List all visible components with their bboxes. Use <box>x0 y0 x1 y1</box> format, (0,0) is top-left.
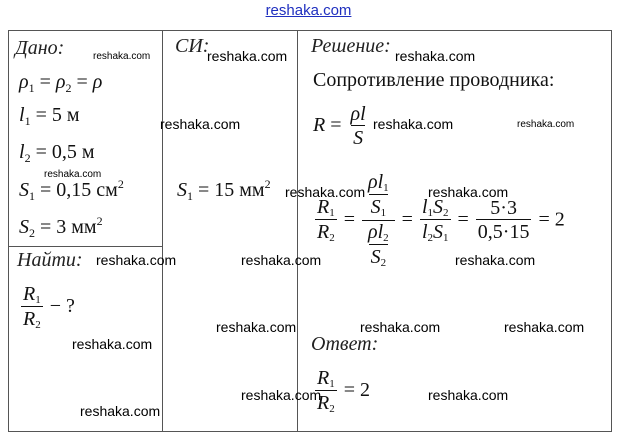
watermark: reshaka.com <box>373 116 454 132</box>
given-l1: $l_1 = 5$ м <box>19 104 80 128</box>
watermark: reshaka.com <box>455 252 536 268</box>
watermark: reshaka.com <box>207 48 288 64</box>
watermark: reshaka.com <box>241 252 322 268</box>
given-l2: $l_2 = 0,5$ м <box>19 141 95 165</box>
given-s2: $S_2 = 3$ $мм^2$ <box>19 214 103 240</box>
watermark: reshaka.com <box>96 252 177 268</box>
watermark: reshaka.com <box>517 119 575 130</box>
given-rho: $\rho_1 = \rho_2 = \rho$ <box>19 71 103 95</box>
watermark: reshaka.com <box>428 184 509 200</box>
given-s1: $S_1 = 0,15$ $см^2$ <box>19 177 124 203</box>
answer-ratio: $\frac{R_1}{R_2}$ = 2 <box>317 367 370 416</box>
watermark: reshaka.com <box>72 336 153 352</box>
solution-header: Решение: <box>311 35 391 57</box>
si-header: СИ: <box>175 35 210 57</box>
solution-table <box>8 30 612 432</box>
answer-header: Ответ: <box>311 333 379 355</box>
solution-title: Сопротивление проводника: <box>313 69 555 91</box>
watermark: reshaka.com <box>80 403 161 419</box>
watermark: reshaka.com <box>504 319 585 335</box>
watermark: reshaka.com <box>395 48 476 64</box>
watermark: reshaka.com <box>160 116 241 132</box>
column-divider-1 <box>162 31 163 431</box>
site-link[interactable]: reshaka.com <box>265 2 352 19</box>
given-header: Дано: <box>15 37 65 59</box>
find-ratio: $\frac{R_1}{R_2}$ − ? <box>23 283 75 332</box>
row-divider <box>9 246 163 247</box>
watermark: reshaka.com <box>216 319 297 335</box>
watermark: reshaka.com <box>285 184 366 200</box>
column-divider-2 <box>297 31 298 431</box>
watermark: reshaka.com <box>241 387 322 403</box>
watermark: reshaka.com <box>428 387 509 403</box>
find-header: Найти: <box>17 249 83 271</box>
watermark: reshaka.com <box>93 51 151 62</box>
watermark: reshaka.com <box>44 169 102 180</box>
ratio-derivation: $\frac{R_1}{R_2}$ = $\frac{\frac{\rho l_1}{S_1}}{\frac{\rho l_2}{S_2}}$ = $\frac{l_1S_2}{l_2S_1}$ = $\frac{5\cdot 3}{0,5\cdot 15}$ = 2 <box>317 171 565 270</box>
resistance-formula: R = $\frac{\rho l}{S}$ <box>313 103 366 149</box>
si-s1: $S_1 = 15$ $мм^2$ <box>177 177 271 203</box>
watermark: reshaka.com <box>360 319 441 335</box>
